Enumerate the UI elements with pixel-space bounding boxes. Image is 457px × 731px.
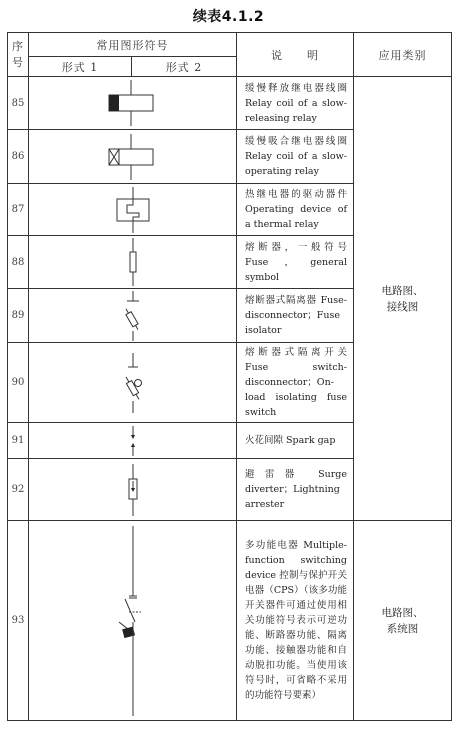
category-cell (354, 77, 452, 521)
category-cell (354, 521, 452, 721)
symbol-cell (29, 184, 237, 236)
multi-function-switching-device-icon (103, 526, 163, 716)
category-line: 电路图、 (381, 284, 424, 297)
row-description: 避雷器 Surge diverter；Lightning arrester (237, 459, 354, 521)
symbol-cell (29, 236, 237, 289)
spark-gap-icon (123, 426, 143, 456)
row-number: 85 (8, 77, 29, 130)
symbol-cell (29, 130, 237, 184)
row-number: 89 (8, 289, 29, 343)
table-row (8, 77, 452, 130)
header-number (8, 33, 29, 77)
thermal-relay-operating-device-icon (103, 187, 163, 233)
row-description: 火花间隙 Spark gap (237, 423, 354, 459)
row-number: 86 (8, 130, 29, 184)
row-description: 缓慢吸合继电器线圈 Relay coil of a slow-operating relay (237, 130, 354, 184)
row-description: 多功能电器 Multiple-function switching device 控制与保护开关电器（CPS）（该多功能开关器件可通过使用相关功能符号表示可逆功能、断路器功能、隔离功能、接触器功能和自动脱扣功能。当使用该符号时，可省略不采用的功能符号要素） (237, 521, 354, 721)
slow-operating-relay-coil-icon (103, 134, 163, 180)
symbol-cell (29, 423, 237, 459)
row-number: 87 (8, 184, 29, 236)
fuse-disconnector-icon (113, 291, 153, 341)
symbol-cell (29, 289, 237, 343)
row-description: 熔断器式隔离器 Fuse-disconnector；Fuse isolator (237, 289, 354, 343)
row-number: 91 (8, 423, 29, 459)
header-form2: 形式 2 (132, 57, 237, 77)
row-description: 熔断器，一般符号 Fuse，general symbol (237, 236, 354, 289)
header-symbol-group: 常用图形符号 (29, 33, 237, 57)
header-category: 应用类别 (354, 33, 452, 77)
category-line: 接线图 (386, 300, 419, 313)
table-row (8, 521, 452, 721)
header-form1: 形式 1 (29, 57, 132, 77)
symbol-cell (29, 521, 237, 721)
header-number-top: 序 (12, 39, 24, 53)
surge-diverter-icon (118, 464, 148, 516)
symbol-cell (29, 77, 237, 130)
row-description: 缓慢释放继电器线圈 Relay coil of a slow-releasing relay (237, 77, 354, 130)
symbol-table (7, 32, 452, 721)
slow-releasing-relay-coil-icon (103, 80, 163, 126)
row-number: 88 (8, 236, 29, 289)
row-description: 热继电器的驱动器件 Operating device of a thermal relay (237, 184, 354, 236)
header-description: 说 明 (237, 33, 354, 77)
category-line: 系统图 (386, 622, 419, 635)
row-number: 92 (8, 459, 29, 521)
row-number: 93 (8, 521, 29, 721)
fuse-icon (118, 238, 148, 286)
fuse-switch-disconnector-icon (113, 353, 153, 413)
category-line: 电路图、 (381, 606, 424, 619)
row-number: 90 (8, 343, 29, 423)
symbol-cell (29, 343, 237, 423)
symbol-cell (29, 459, 237, 521)
header-number-bottom: 号 (12, 55, 24, 69)
row-description: 熔断器式隔离开关 Fuse switch-disconnector；On-load isolating fuse switch (237, 343, 354, 423)
table-title: 续表4.1.2 (192, 9, 265, 25)
